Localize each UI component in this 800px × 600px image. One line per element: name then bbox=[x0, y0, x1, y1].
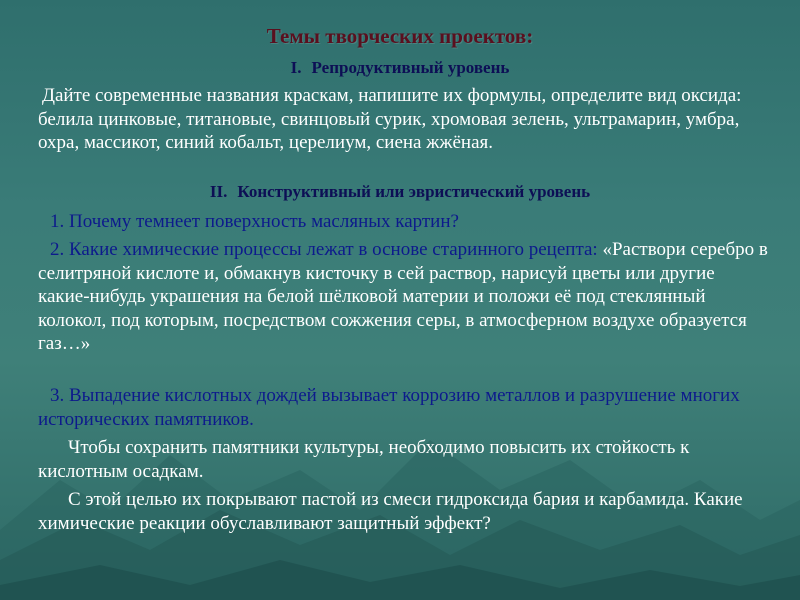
level-2-label: Конструктивный или эвристический уровень bbox=[237, 182, 591, 201]
level-2-number: II. bbox=[209, 182, 228, 201]
level-2-heading bbox=[0, 182, 800, 202]
question-2-recipe: «Раствори серебро в селитряной кислоте и, обмакнув кисточку в сей раствор, нарисуй цветы или другие какие-нибудь украшения на белой шёлковой материи и положи её под стеклянный колокол, под которым, посредством сожжения серы, в атмосферном воздухе образуется газ…» bbox=[38, 239, 768, 354]
level-1-label: Репродуктивный уровень bbox=[311, 58, 510, 77]
paragraph-protective-paste: С этой целью их покрывают пастой из смеси гидроксида бария и карбамида. Какие химические реакции обуславливают защитный эффект? bbox=[38, 489, 743, 534]
level-1-heading bbox=[0, 58, 800, 78]
question-2-lead: 2. Какие химические процессы лежат в основе старинного рецепта: bbox=[50, 239, 598, 260]
level-1-text: Дайте современные названия краскам, напишите их формулы, определите вид оксида: белила цинковые, титановые, свинцовый сурик, хромовая зелень, ультрамарин, умбра, охра, массикот, синий кобальт, церелиум, сиена жжёная. bbox=[38, 85, 742, 153]
level-1-number: I. bbox=[290, 58, 302, 77]
slide-title: Темы творческих проектов: bbox=[266, 24, 534, 48]
question-1: 1. Почему темнеет поверхность масляных картин? bbox=[50, 211, 459, 232]
question-2 bbox=[38, 238, 768, 356]
question-3: 3. Выпадение кислотных дождей вызывает коррозию металлов и разрушение многих исторических памятников. bbox=[38, 385, 740, 430]
paragraph-preservation: Чтобы сохранить памятники культуры, необходимо повысить их стойкость к кислотным осадкам. bbox=[38, 437, 690, 482]
